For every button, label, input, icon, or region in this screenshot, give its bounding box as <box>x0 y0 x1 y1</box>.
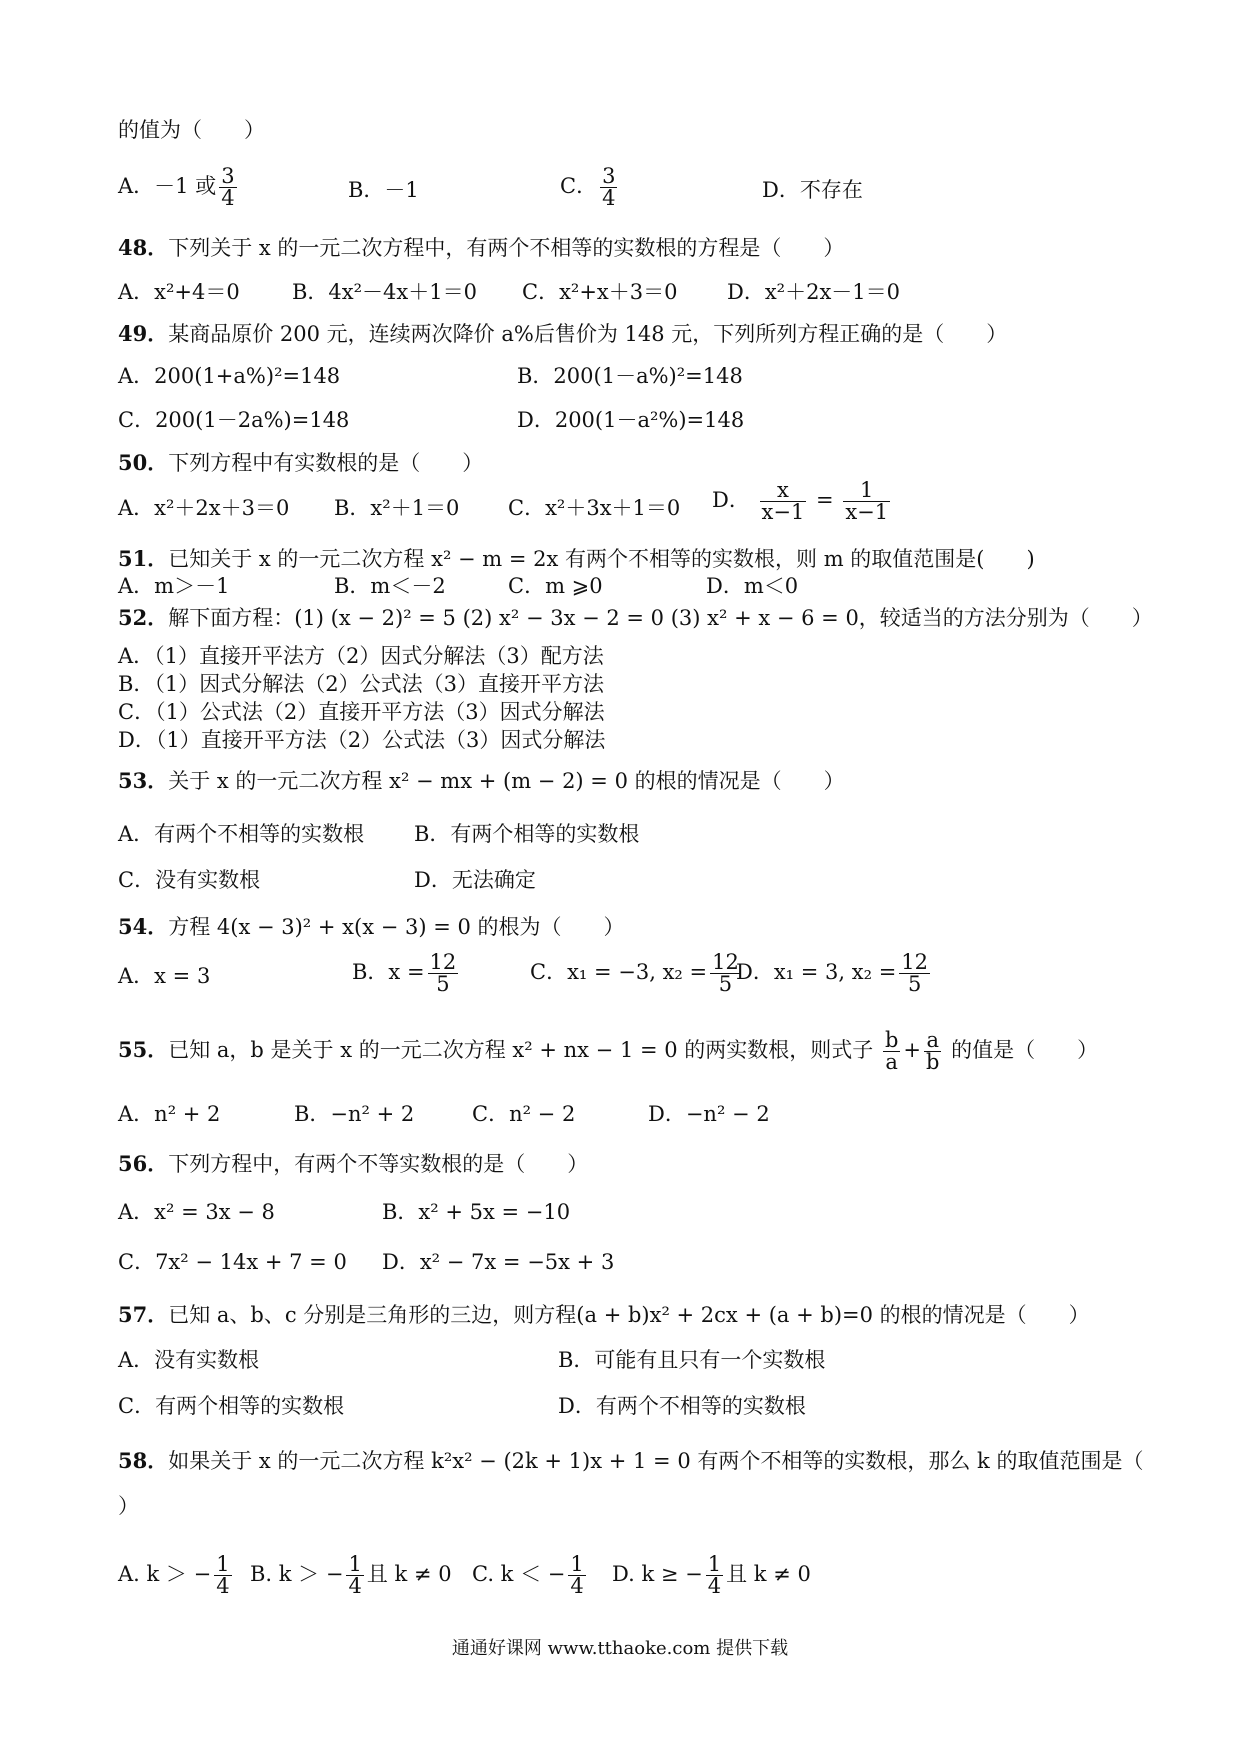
q50-option-c: C．x²＋3x＋1＝0 <box>508 496 681 520</box>
q47-option-c: C． $\frac{3}{4}$ <box>560 164 616 210</box>
q57-option-b: B．可能有且只有一个实数根 <box>558 1348 826 1372</box>
q50-option-a: A．x²＋2x＋3＝0 <box>118 496 290 520</box>
q58-stem-close: ） <box>118 1494 139 1518</box>
q53-stem: 53．关于 x 的一元二次方程 x² − mx + (m − 2) = 0 的根的情况是（ ） <box>118 768 845 793</box>
q48-option-d: D．x²＋2x－1＝0 <box>727 280 901 304</box>
q55-option-d: D．−n² − 2 <box>648 1102 770 1126</box>
q47-tail: 的值为（ ） <box>118 118 265 142</box>
q58-option-c: C. k ＜ − $\frac{1}{4}$ <box>472 1552 584 1598</box>
q49-option-c: C．200(1－2a%)=148 <box>118 408 350 432</box>
q55-option-a: A．n² + 2 <box>118 1102 221 1126</box>
q52-option-b: B．（1）因式分解法（2）公式法（3）直接开平方法 <box>118 672 605 696</box>
q50-option-d: D． $\frac{x}{x-1}$ = $\frac{1}{x-1}$ <box>712 478 889 524</box>
q57-option-c: C．有两个相等的实数根 <box>118 1394 345 1418</box>
q56-option-d: D．x² − 7x = −5x + 3 <box>382 1250 615 1274</box>
q47-option-b: B．－1 <box>348 178 419 202</box>
q51-option-d: D．m＜0 <box>706 574 799 598</box>
q54-option-a: A．x = 3 <box>118 964 211 988</box>
q54-option-d: D．x₁ = 3, x₂ = $\frac{12}{5}$ <box>736 950 929 996</box>
q50-stem: 50．下列方程中有实数根的是（ ） <box>118 450 484 475</box>
q52-option-a: A．（1）直接开平法方（2）因式分解法（3）配方法 <box>118 644 604 668</box>
q52-stem: 52．解下面方程：(1) (x − 2)² = 5 (2) x² − 3x − 2 = 0 (3) x² + x − 6 = 0，较适当的方法分别为（ ） <box>118 605 1153 630</box>
q53-option-a: A．有两个不相等的实数根 <box>118 822 365 846</box>
q56-option-a: A．x² = 3x − 8 <box>118 1200 275 1224</box>
q57-option-d: D．有两个不相等的实数根 <box>558 1394 806 1418</box>
q53-option-b: B．有两个相等的实数根 <box>414 822 640 846</box>
q58-option-b: B. k ＞ − $\frac{1}{4}$ 且 k ≠ 0 <box>250 1552 452 1598</box>
q58-option-a: A. k ＞ − $\frac{1}{4}$ <box>118 1552 230 1598</box>
q51-option-a: A．m＞－1 <box>118 574 230 598</box>
q51-option-c: C．m ⩾0 <box>508 574 603 598</box>
q47-option-a: A．－1 或 $\frac{3}{4}$ <box>118 164 235 210</box>
q56-option-b: B．x² + 5x = −10 <box>382 1200 571 1224</box>
q54-option-c: C．x₁ = −3, x₂ = $\frac{12}{5}$ <box>530 950 739 996</box>
q55-stem: 55．已知 a，b 是关于 x 的一元二次方程 x² + nx − 1 = 0 的两实数根，则式子 $\frac{b}{a}$ + $\frac{a}{b}$ 的值是（ ） <box>118 1028 1099 1074</box>
q57-stem: 57．已知 a、b、c 分别是三角形的三边，则方程(a + b)x² + 2cx + (a + b)=0 的根的情况是（ ） <box>118 1302 1090 1327</box>
q48-option-a: A．x²+4＝0 <box>118 280 240 304</box>
q49-option-a: A．200(1+a%)²=148 <box>118 364 341 388</box>
q55-option-c: C．n² − 2 <box>472 1102 576 1126</box>
q52-option-d: D．（1）直接开平方法（2）公式法（3）因式分解法 <box>118 728 606 752</box>
q51-option-b: B．m＜－2 <box>334 574 446 598</box>
q49-stem: 49．某商品原价 200 元，连续两次降价 a%后售价为 148 元，下列所列方程正确的是（ ） <box>118 321 1008 346</box>
q47-option-d: D．不存在 <box>762 178 863 202</box>
q58-option-d: D. k ≥ − $\frac{1}{4}$ 且 k ≠ 0 <box>612 1552 811 1598</box>
q55-option-b: B．−n² + 2 <box>294 1102 415 1126</box>
q49-option-d: D．200(1－a²%)=148 <box>517 408 745 432</box>
q57-option-a: A．没有实数根 <box>118 1348 260 1372</box>
q56-stem: 56．下列方程中，有两个不等实数根的是（ ） <box>118 1151 589 1176</box>
q53-option-c: C．没有实数根 <box>118 868 261 892</box>
q53-option-d: D．无法确定 <box>414 868 536 892</box>
q51-stem: 51．已知关于 x 的一元二次方程 x² − m = 2x 有两个不相等的实数根，则 m 的取值范围是( ) <box>118 546 1035 571</box>
q54-stem: 54．方程 4(x − 3)² + x(x − 3) = 0 的根为（ ） <box>118 914 625 939</box>
q49-option-b: B．200(1－a%)²=148 <box>517 364 743 388</box>
q58-stem: 58．如果关于 x 的一元二次方程 k²x² − (2k + 1)x + 1 = 0 有两个不相等的实数根，那么 k 的取值范围是（ <box>118 1448 1144 1473</box>
q52-option-c: C．（1）公式法（2）直接开平方法（3）因式分解法 <box>118 700 605 724</box>
q48-option-c: C．x²+x＋3＝0 <box>522 280 678 304</box>
page-footer: 通通好课网 www.tthaoke.com 提供下载 <box>451 1638 789 1659</box>
q48-stem: 48．下列关于 x 的一元二次方程中，有两个不相等的实数根的方程是（ ） <box>118 235 845 260</box>
q56-option-c: C．7x² − 14x + 7 = 0 <box>118 1250 347 1274</box>
q50-option-b: B．x²＋1＝0 <box>334 496 460 520</box>
q54-option-b: B．x = $\frac{12}{5}$ <box>352 950 457 996</box>
q48-option-b: B．4x²－4x＋1＝0 <box>292 280 477 304</box>
